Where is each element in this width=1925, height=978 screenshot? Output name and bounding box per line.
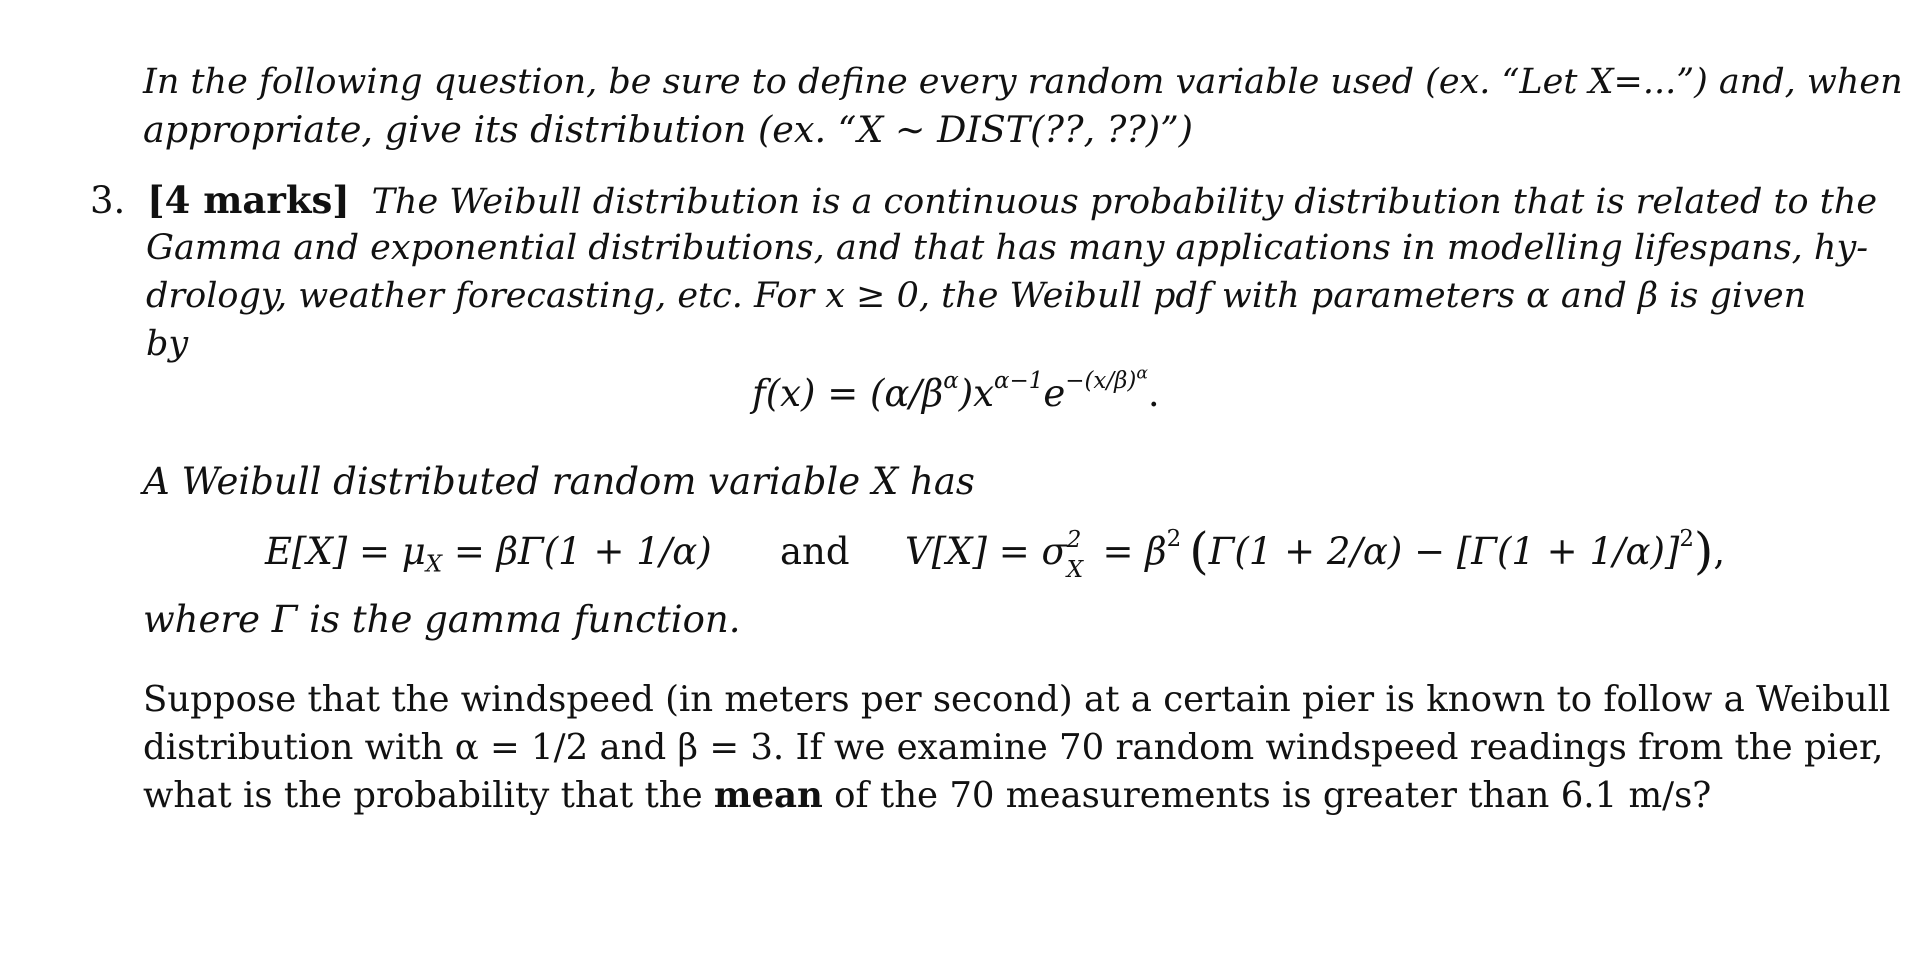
var-open-paren: ( [1189, 521, 1209, 580]
para-line-2 [143, 724, 1883, 772]
var-inner: Γ(1 + 2/α) − [Γ(1 + 1/α)] [1208, 530, 1680, 573]
para-text-2: distribution with α = 1/2 and β = 3. If we examine 70 random windspeed readings from the pier, [143, 727, 1884, 768]
moments-formula [265, 528, 712, 576]
var-close-paren: ) [1693, 521, 1714, 580]
question-text-line-3 [146, 272, 1806, 320]
para-line-3 [143, 772, 1711, 820]
gamma-line [143, 596, 741, 644]
pdf-e: e [1043, 372, 1066, 415]
mean-lhs: E[X] = μ [265, 530, 426, 573]
question-header [90, 176, 1877, 226]
var-inner-sup: 2 [1679, 526, 1694, 553]
pdf-exp2-sup: α [1136, 363, 1148, 384]
question-text-3: drology, weather forecasting, etc. For x ≥ 0, the Weibull pdf with parameters α and β is given [146, 276, 1807, 316]
intro-line-1 [143, 58, 1903, 106]
and-text: and [780, 530, 850, 573]
pdf-mid: )x [958, 372, 995, 415]
question-marks: [4 marks] [147, 178, 350, 222]
mean-rhs: = βΓ(1 + 1/α) [442, 530, 712, 573]
pdf-lhs: f(x) = (α/β [752, 372, 944, 415]
has-text: A Weibull distributed random variable X has [143, 460, 975, 503]
pdf-end: . [1147, 372, 1160, 415]
para-text-3-bold: mean [713, 775, 823, 816]
mean-sub: X [425, 551, 443, 578]
para-text-3-post: of the 70 measurements is greater than 6.1 m/s? [822, 775, 1712, 816]
para-text-1: Suppose that the windspeed (in meters per second) at a certain pier is known to follow a Weibull [143, 679, 1891, 720]
question-text-line-4 [146, 320, 188, 368]
var-end: , [1713, 530, 1726, 573]
gamma-text: where Γ is the gamma function. [143, 598, 741, 641]
para-text-3-pre: what is the probability that the [143, 775, 714, 816]
variance-formula [905, 521, 1726, 583]
pdf-exp2 [1065, 363, 1148, 395]
var-lhs: V[X] = σ [905, 530, 1067, 573]
para-line-1 [143, 676, 1890, 724]
intro-line-2 [143, 106, 1193, 154]
var-mid: = β [1090, 530, 1167, 573]
question-number: 3. [90, 179, 126, 222]
pdf-exp2-base: −(x/β) [1065, 368, 1137, 395]
pdf-alpha-sup: α [943, 368, 959, 395]
pdf-exp1: α−1 [994, 368, 1044, 395]
has-line [143, 458, 975, 506]
intro-text-1: In the following question, be sure to define every random variable used (ex. “Let X=...”) and, when [143, 62, 1903, 102]
question-text-1: The Weibull distribution is a continuous probability distribution that is related to the [371, 182, 1878, 222]
question-text-line-2 [146, 224, 1868, 272]
and-word [780, 528, 850, 576]
intro-text-2: appropriate, give its distribution (ex. “X ∼ DIST(??, ??)”) [143, 108, 1193, 151]
var-supsub [1066, 527, 1091, 583]
question-text-2: Gamma and exponential distributions, and that has many applications in modelling lifespans, hy- [146, 228, 1869, 268]
pdf-formula [752, 363, 1160, 418]
mean-formula [265, 530, 712, 578]
var-sup: 2 [1066, 527, 1082, 553]
question-text-4: by [146, 324, 189, 364]
var-sub: X [1066, 557, 1084, 583]
var-beta-sup: 2 [1166, 526, 1182, 553]
